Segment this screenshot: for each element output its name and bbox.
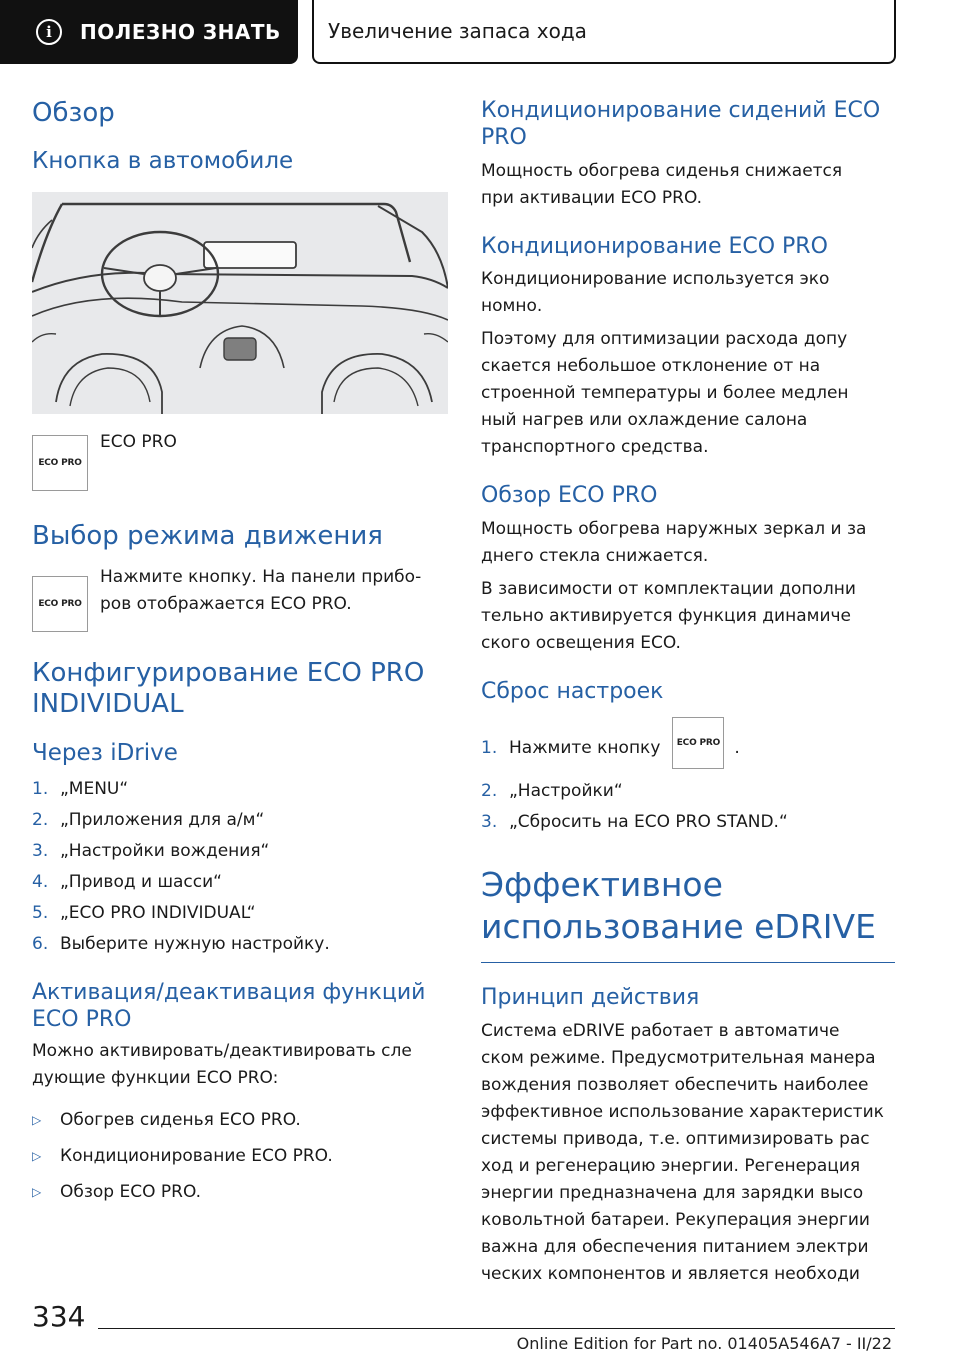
list-item xyxy=(32,867,448,898)
ac-text xyxy=(481,266,895,320)
text-line: номно. xyxy=(481,296,543,317)
bullet-text: Обогрев сиденья ECO PRO. xyxy=(60,1109,301,1130)
text-line: Система eDRIVE работает в автоматиче xyxy=(481,1020,840,1041)
text-line: ковольтной батареи. Рекуперация энергии xyxy=(481,1209,870,1230)
edrive-heading-line: Эффективное xyxy=(481,865,723,905)
text-line: системы привода, т.е. оптимизировать рас xyxy=(481,1128,870,1149)
right-column xyxy=(481,98,895,1288)
step-text: „Привод и шасси“ xyxy=(60,871,222,892)
config-heading-line: INDIVIDUAL xyxy=(32,689,184,720)
step-number: 2. xyxy=(481,781,498,802)
step-number: 4. xyxy=(32,871,49,892)
eco-pro-button-icon: ECO PRO xyxy=(672,717,724,769)
bullet-text: Кондиционирование ECO PRO. xyxy=(60,1145,333,1166)
drive-mode-text: Нажмите кнопку. На панели приборов отображается ECO PRO. xyxy=(100,566,422,614)
step-text: „Приложения для а/м“ xyxy=(60,809,265,830)
text-line: ческих компонентов и является необходи xyxy=(481,1263,860,1284)
text-line: Мощность обогрева сиденья снижается xyxy=(481,160,843,181)
step-number: 1. xyxy=(481,737,498,758)
list-item xyxy=(32,1174,448,1210)
principle-text xyxy=(481,1018,895,1288)
page-number: 334 xyxy=(32,1300,86,1333)
triangle-bullet-icon: ▷ xyxy=(32,1148,42,1163)
header-section-tab xyxy=(0,0,298,64)
info-icon: i xyxy=(36,19,62,45)
triangle-bullet-icon: ▷ xyxy=(32,1184,42,1199)
text-line: скается небольшое отклонение от на xyxy=(481,356,821,377)
step-number: 2. xyxy=(32,809,49,830)
text-line: транспортного средства. xyxy=(481,437,709,458)
list-item xyxy=(32,805,448,836)
drive-mode-heading: Выбор режима движения xyxy=(32,520,383,551)
step-text: „Сбросить на ECO PRO STAND.“ xyxy=(509,812,788,833)
list-item xyxy=(32,774,448,805)
header-topic: Увеличение запаса хода xyxy=(312,0,896,64)
text-line: при активации ECO PRO. xyxy=(481,187,703,208)
eco-pro-button-icon: ECO PRO xyxy=(32,576,88,632)
step-number: 3. xyxy=(32,840,49,861)
edrive-heading-line: использование eDRIVE xyxy=(481,907,876,947)
text-line: Мощность обогрева наружных зеркал и за xyxy=(481,519,867,540)
text-line: Кондиционирование используется эко xyxy=(481,269,830,290)
reset-steps xyxy=(481,720,895,838)
list-item xyxy=(32,1138,448,1174)
list-item xyxy=(32,929,448,960)
principle-heading: Принцип действия xyxy=(481,984,700,1010)
text-line: ского освещения ECO. xyxy=(481,633,681,654)
activation-heading-line: ECO PRO xyxy=(32,1006,132,1032)
button-in-car-heading: Кнопка в автомобиле xyxy=(32,148,294,175)
section-label: ПОЛЕЗНО ЗНАТЬ xyxy=(80,20,281,44)
list-item xyxy=(481,776,895,807)
ac-heading: Кондиционирование ECO PRO xyxy=(481,233,828,259)
config-heading-line: Конфигурирование ECO PRO xyxy=(32,657,425,688)
eco-pro-button-icon: ECO PRO xyxy=(32,435,88,491)
step-text: „Настройки вождения“ xyxy=(60,840,270,861)
eco-pro-caption: ECO PRO xyxy=(100,431,177,452)
edrive-heading xyxy=(481,864,895,948)
eco-functions-list xyxy=(32,1102,448,1210)
text-line: вождения позволяет обеспечить наиболее xyxy=(481,1074,869,1095)
drive-mode-row xyxy=(32,568,448,632)
text-line: днего стекла снижается. xyxy=(481,546,709,567)
step-text: Нажмите кнопку xyxy=(509,737,661,758)
bullet-text: Обзор ECO PRO. xyxy=(60,1181,202,1202)
triangle-bullet-icon: ▷ xyxy=(32,1112,42,1127)
overview-heading: Обзор xyxy=(32,98,115,128)
list-item xyxy=(32,836,448,867)
step-text: „MENU“ xyxy=(60,778,129,799)
list-item xyxy=(32,1102,448,1138)
activation-heading xyxy=(32,980,448,1034)
view-text-2 xyxy=(481,576,895,657)
seat-heading-line: Кондиционирование сидений ECO xyxy=(481,98,881,123)
list-item xyxy=(32,898,448,929)
ac-text-2 xyxy=(481,326,895,461)
activation-heading-line: Активация/деактивация функций xyxy=(32,979,426,1005)
text-line: дующие функции ECO PRO: xyxy=(32,1067,279,1088)
step-suffix: . xyxy=(734,737,740,758)
text-line: ход и регенерацию энергии. Регенерация xyxy=(481,1155,861,1176)
left-column xyxy=(32,98,448,1210)
idrive-heading: Через iDrive xyxy=(32,740,178,767)
step-number: 5. xyxy=(32,902,49,923)
list-item xyxy=(481,720,895,776)
list-item xyxy=(481,807,895,838)
text-line: эффективное использование характеристик xyxy=(481,1101,884,1122)
text-line: тельно активируется функция динамиче xyxy=(481,606,851,627)
text-line: ском режиме. Предусмотрительная манера xyxy=(481,1047,876,1068)
eco-pro-caption-row xyxy=(32,431,448,491)
idrive-steps xyxy=(32,774,448,960)
seat-text xyxy=(481,158,895,212)
text-line: ный нагрев или охлаждение салона xyxy=(481,410,808,431)
step-number: 6. xyxy=(32,933,49,954)
view-text xyxy=(481,516,895,570)
seat-heading-line: PRO xyxy=(481,124,527,150)
activation-text xyxy=(32,1038,448,1092)
text-line: В зависимости от комплектации дополни xyxy=(481,579,856,600)
step-text: „Настройки“ xyxy=(509,781,623,802)
step-text: „ECO PRO INDIVIDUAL“ xyxy=(60,902,256,923)
text-line: Можно активировать/деактивировать сле xyxy=(32,1040,412,1061)
config-heading xyxy=(32,658,448,720)
step-text: Выберите нужную настройку. xyxy=(60,933,330,954)
section-divider xyxy=(481,962,895,963)
edition-text: Online Edition for Part no. 01405A546A7 - II/22 xyxy=(516,1334,892,1353)
text-line: важна для обеспечения питанием электри xyxy=(481,1236,869,1257)
footer-divider xyxy=(98,1328,895,1329)
eco-view-heading: Обзор ECO PRO xyxy=(481,483,658,509)
text-line: энергии предназначена для зарядки высо xyxy=(481,1182,864,1203)
text-line: строенной температуры и более медлен xyxy=(481,383,849,404)
step-number: 1. xyxy=(32,778,49,799)
reset-heading: Сброс настроек xyxy=(481,679,664,705)
text-line: Поэтому для оптимизации расхода допу xyxy=(481,329,848,350)
seat-heading xyxy=(481,98,895,152)
step-number: 3. xyxy=(481,812,498,833)
cockpit-illustration xyxy=(32,192,448,414)
